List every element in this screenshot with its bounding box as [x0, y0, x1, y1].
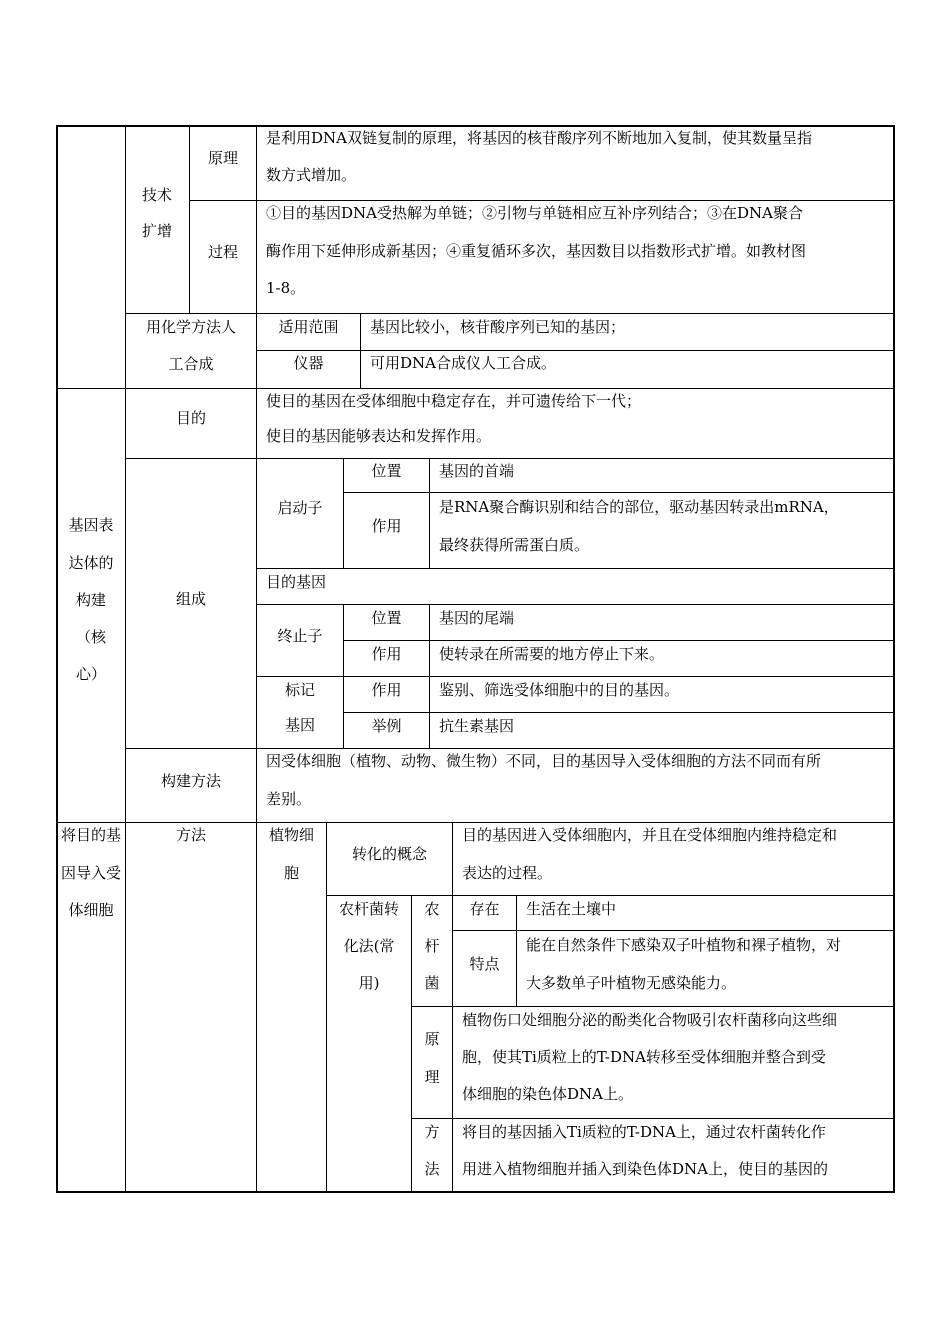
intro-method2-1: 方	[424, 1123, 440, 1141]
intro-agro-method-3: 用)	[358, 974, 380, 992]
chem-instrument-text: 可用DNA合成仪人工合成。	[370, 354, 556, 372]
intro-section-2: 因导入受	[60, 864, 121, 882]
ev-promoter-function-2: 最终获得所需蛋白质。	[439, 536, 590, 554]
intro-plant-2: 胞	[283, 864, 299, 882]
ev-section-2: 达体的	[68, 554, 114, 572]
intro-section-1: 将目的基	[60, 826, 121, 844]
ev-promoter-position: 基因的首端	[439, 462, 515, 480]
amp-principle-label: 原理	[207, 149, 238, 167]
intro-method-label: 方法	[175, 826, 206, 844]
ev-promoter-label: 启动子	[277, 499, 323, 517]
intro-feature-line2: 大多数单子叶植物无感染能力。	[526, 974, 737, 992]
intro-method-line1: 将目的基因插入Ti质粒的T-DNA上，通过农杆菌转化作	[462, 1123, 826, 1141]
intro-section-3: 体细胞	[68, 901, 114, 919]
ev-promoter-function-1: 是RNA聚合酶识别和结合的部位，驱动基因转录出mRNA，	[439, 498, 839, 516]
ev-promoter-function-label: 作用	[371, 517, 402, 535]
ev-purpose-label: 目的	[175, 409, 206, 427]
ev-terminator-function-label: 作用	[371, 645, 402, 663]
intro-method-line2: 用进入植物细胞并插入到染色体DNA上，使目的基因的	[462, 1160, 828, 1178]
ev-purpose-line1: 使目的基因在受体细胞中稳定存在，并可遗传给下一代；	[266, 392, 642, 410]
intro-agro-method-2: 化法(常	[343, 937, 395, 955]
amp-process-label: 过程	[207, 243, 238, 261]
ev-terminator-position-label: 位置	[371, 609, 402, 627]
amp-process-line1: ①目的基因DNA受热解为单链；②引物与单链相应互补序列结合；③在DNA聚合	[266, 204, 803, 222]
ev-marker-label-1: 标记	[284, 681, 315, 699]
ev-section-1: 基因表	[68, 516, 114, 534]
intro-plant-1: 植物细	[268, 826, 314, 844]
ev-purpose-line2: 使目的基因能够表达和发挥作用。	[266, 427, 492, 445]
ev-terminator-position: 基因的尾端	[439, 609, 515, 627]
ev-target-gene: 目的基因	[266, 573, 327, 591]
intro-exist-text: 生活在土壤中	[526, 900, 617, 918]
ev-section-4: （核	[75, 628, 106, 646]
ev-composition-label: 组成	[175, 590, 206, 608]
chem-label-1: 用化学方法人	[145, 318, 236, 336]
amp-principle-line2: 数方式增加。	[266, 166, 357, 184]
ev-method-line1: 因受体细胞（植物、动物、微生物）不同，目的基因导入受体细胞的方法不同而有所	[266, 752, 822, 770]
intro-exist-label: 存在	[469, 900, 500, 918]
ev-marker-example-label: 举例	[371, 717, 402, 735]
ev-terminator-label: 终止子	[277, 627, 323, 645]
intro-principle-line3: 体细胞的染色体DNA上。	[462, 1085, 633, 1103]
ev-marker-label-2: 基因	[284, 716, 315, 734]
intro-agro-3: 菌	[424, 974, 440, 992]
ev-section-5: 心）	[75, 665, 106, 683]
ev-marker-function-label: 作用	[371, 681, 402, 699]
amp-group-label-2: 扩增	[141, 222, 172, 240]
intro-principle-2: 理	[424, 1068, 440, 1086]
intro-agro-method-1: 农杆菌转	[338, 900, 399, 918]
ev-method-line2: 差别。	[266, 790, 312, 808]
intro-feature-label: 特点	[469, 955, 500, 973]
intro-transform-label: 转化的概念	[351, 845, 427, 863]
ev-promoter-position-label: 位置	[371, 462, 402, 480]
ev-section-3: 构建	[75, 591, 106, 609]
ev-terminator-function: 使转录在所需要的地方停止下来。	[439, 645, 665, 663]
intro-agro-2: 杆	[424, 937, 440, 955]
amp-process-line3: 1-8。	[266, 279, 306, 297]
intro-principle-line2: 胞，使其Ti质粒上的T-DNA转移至受体细胞并整合到受	[462, 1048, 826, 1066]
ev-marker-example: 抗生素基因	[439, 717, 515, 735]
ev-marker-function: 鉴别、筛选受体细胞中的目的基因。	[439, 681, 680, 699]
chem-instrument-label: 仪器	[293, 354, 324, 372]
amp-principle-line1: 是利用DNA双链复制的原理，将基因的核苷酸序列不断地加入复制，使其数量呈指	[266, 129, 812, 147]
chem-scope-text: 基因比较小，核苷酸序列已知的基因；	[370, 318, 626, 336]
ev-method-label: 构建方法	[160, 772, 221, 790]
intro-method2-2: 法	[424, 1160, 440, 1178]
intro-principle-line1: 植物伤口处细胞分泌的酚类化合物吸引农杆菌移向这些细	[462, 1011, 838, 1029]
amp-process-line2: 酶作用下延伸形成新基因；④重复循环多次，基因数目以指数形式扩增。如教材图	[266, 242, 807, 260]
intro-feature-line1: 能在自然条件下感染双子叶植物和裸子植物，对	[526, 936, 842, 954]
intro-principle-1: 原	[424, 1030, 440, 1048]
amp-group-label-1: 技术	[141, 186, 172, 204]
intro-transform-line2: 表达的过程。	[462, 864, 553, 882]
chem-scope-label: 适用范围	[278, 318, 339, 336]
intro-agro-1: 农	[424, 900, 440, 918]
intro-transform-line1: 目的基因进入受体细胞内，并且在受体细胞内维持稳定和	[462, 826, 838, 844]
chem-label-2: 工合成	[168, 355, 214, 373]
